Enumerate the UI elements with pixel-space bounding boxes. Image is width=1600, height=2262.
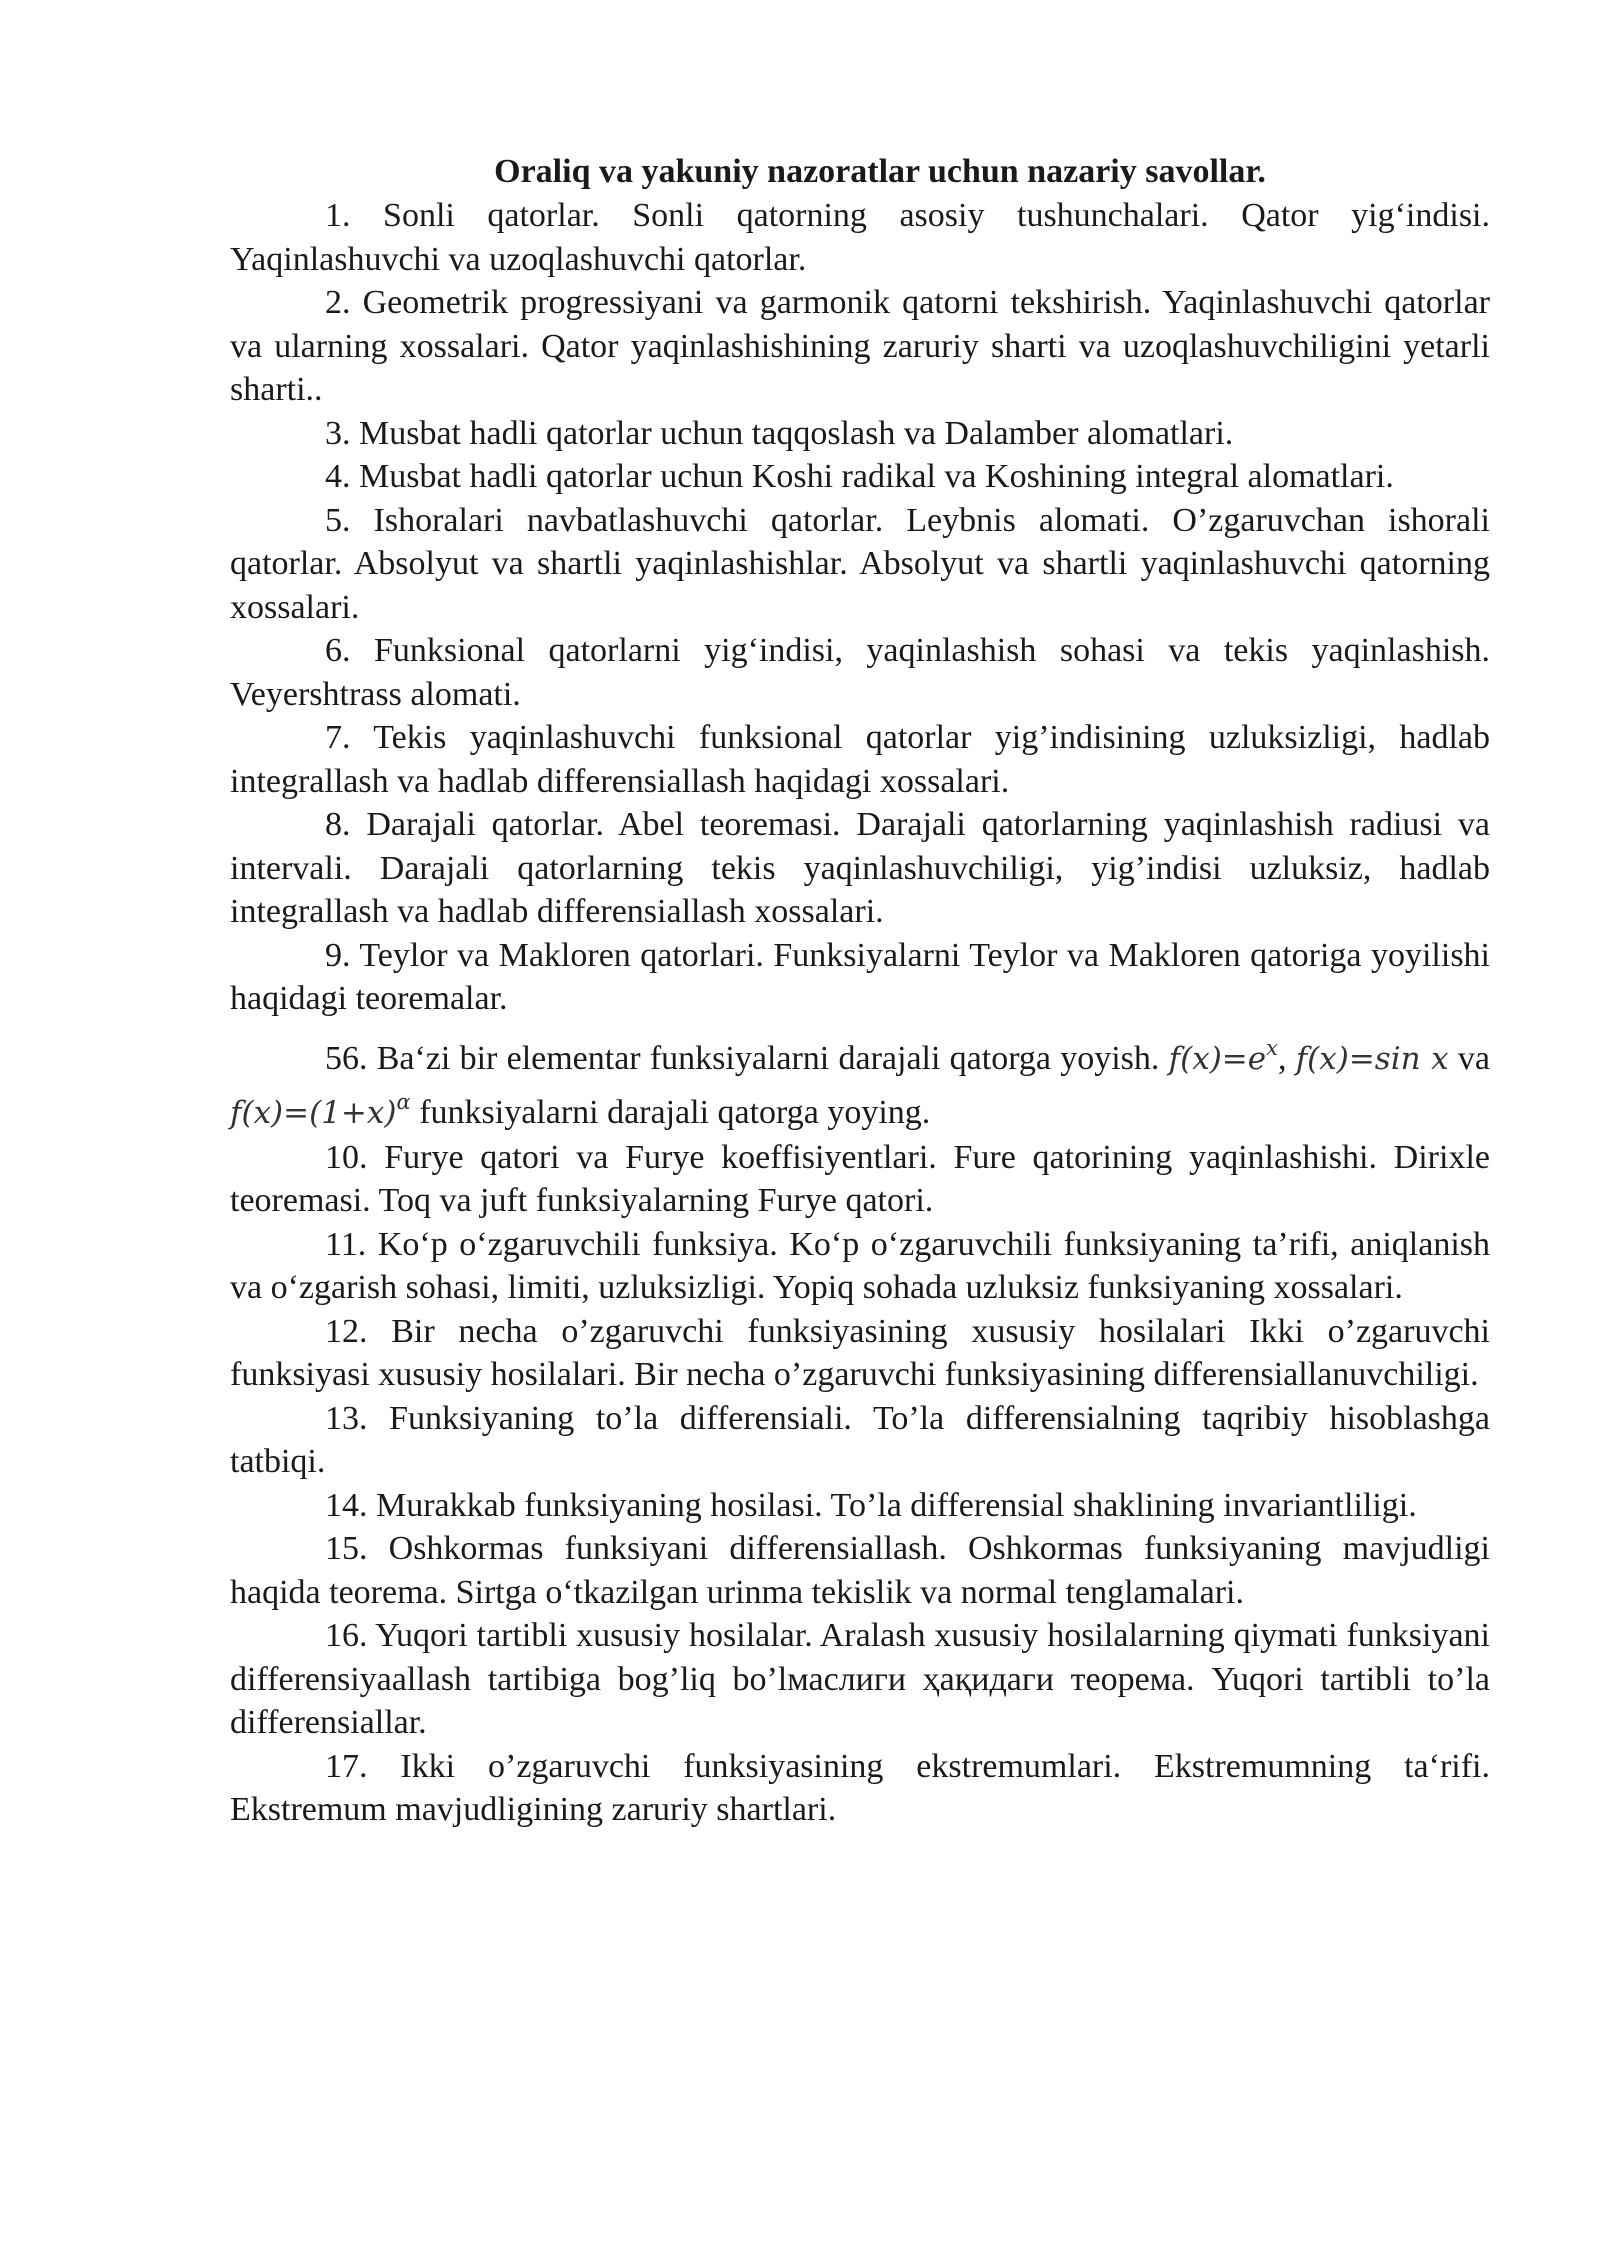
question-17: 17. Ikki o’zgaruvchi funksiyasining ekstremumlari. Ekstremumning ta‘rifi. Ekstremum mavjudligining zaruriy shartlari.	[230, 1747, 1490, 1828]
question-56	[230, 1027, 1490, 1136]
formula-comma: ,	[1277, 1039, 1287, 1077]
formula-va: va	[1457, 1039, 1490, 1077]
question-5: 5. Ishoralari navbatlashuvchi qatorlar. Leybnis alomati. O’zgaruvchan ishorali qatorlar. Absolyut va shartli yaqinlashishlar. Absolyut va shartli yaqinlashuvchi qatorning xossalari.	[230, 501, 1490, 626]
question-15: 15. Oshkormas funksiyani differensiallash. Oshkormas funksiyaning mavjudligi haqida teorema. Sirtga o‘tkazilgan urinma tekislik va normal tenglamalari.	[230, 1530, 1490, 1611]
question-8: 8. Darajali qatorlar. Abel teoremasi. Darajali qatorlarning yaqinlashish radiusi va intervali. Darajali qatorlarning tekis yaqinlashuvchiligi, yig’indisi uzluksiz, hadlab integrallash va hadlab differensiallash xossalari.	[230, 806, 1490, 930]
question-10: 10. Furye qatori va Furye koeffisiyentlari. Fure qatorining yaqinlashishi. Dirixle teoremasi. Toq va juft funksiyalarning Furye qatori.	[230, 1138, 1490, 1219]
question-2: 2. Geometrik progressiyani va garmonik qatorni tekshirish. Yaqinlashuvchi qatorlar va ularning xossalari. Qator yaqinlashishining zaruriy sharti va uzoqlashuvchiligini yetarli sharti..	[230, 284, 1490, 408]
question-9: 9. Teylor va Makloren qatorlari. Funksiyalarni Teylor va Makloren qatoriga yoyilishi haqidagi teoremalar.	[230, 936, 1490, 1017]
question-56-lead: 56. Ba‘zi bir elementar funksiyalarni darajali qatorga yoyish.	[325, 1039, 1160, 1077]
question-14: 14. Murakkab funksiyaning hosilasi. To’la differensial shaklining invariantliligi.	[325, 1486, 1417, 1524]
question-11: 11. Ko‘p o‘zgaruvchili funksiya. Ko‘p o‘zgaruvchili funksiyaning ta’rifi, aniqlanish va o‘zgarish sohasi, limiti, uzluksizligi. Yopiq sohada uzluksiz funksiyaning xossalari.	[230, 1225, 1490, 1306]
question-7: 7. Tekis yaqinlashuvchi funksional qatorlar yig’indisining uzluksizligi, hadlab integrallash va hadlab differensiallash haqidagi xossalari.	[230, 719, 1490, 800]
question-4: 4. Musbat hadli qatorlar uchun Koshi radikal va Koshining integral alomatlari.	[325, 458, 1394, 495]
question-1: 1. Sonli qatorlar. Sonli qatorning asosiy tushunchalari. Qator yig‘indisi. Yaqinlashuvchi va uzoqlashuvchi qatorlar.	[230, 197, 1490, 278]
question-13: 13. Funksiyaning to’la differensiali. To’la differensialning taqribiy hisoblashga tatbiqi.	[230, 1399, 1490, 1480]
question-12: 12. Bir necha o’zgaruvchi funksiyasining xususiy hosilalari Ikki o’zgaruvchi funksiyasi xususiy hosilalari. Bir necha o’zgaruvchi funksiyasining differensiallanuvchiligi.	[230, 1312, 1490, 1393]
question-56-tail: funksiyalarni darajali qatorga yoying.	[419, 1094, 931, 1131]
document-page	[230, 150, 1490, 1832]
question-6: 6. Funksional qatorlarni yig‘indisi, yaqinlashish sohasi va tekis yaqinlashish. Veyershtrass alomati.	[230, 632, 1490, 713]
formula-sin: f(x)=sin x	[1295, 1040, 1449, 1077]
question-16: 16. Yuqori tartibli xususiy hosilalar. Aralash xususiy hosilalarning qiymati funksiyani differensiyaallash tartibiga bog’liq bo’lмаслиги ҳақидаги теорема. Yuqori tartibli to’la differensiallar.	[230, 1617, 1490, 1741]
question-3: 3. Musbat hadli qatorlar uchun taqqoslash va Dalamber alomatlari.	[325, 414, 1234, 452]
formula-exp: $f(x)=e^x$	[1168, 1035, 1278, 1077]
formula-power: $f(x)=(1+x)^\alpha$	[230, 1090, 411, 1131]
document-title: Oraliq va yakuniy nazoratlar uchun nazariy savollar.	[494, 153, 1266, 190]
